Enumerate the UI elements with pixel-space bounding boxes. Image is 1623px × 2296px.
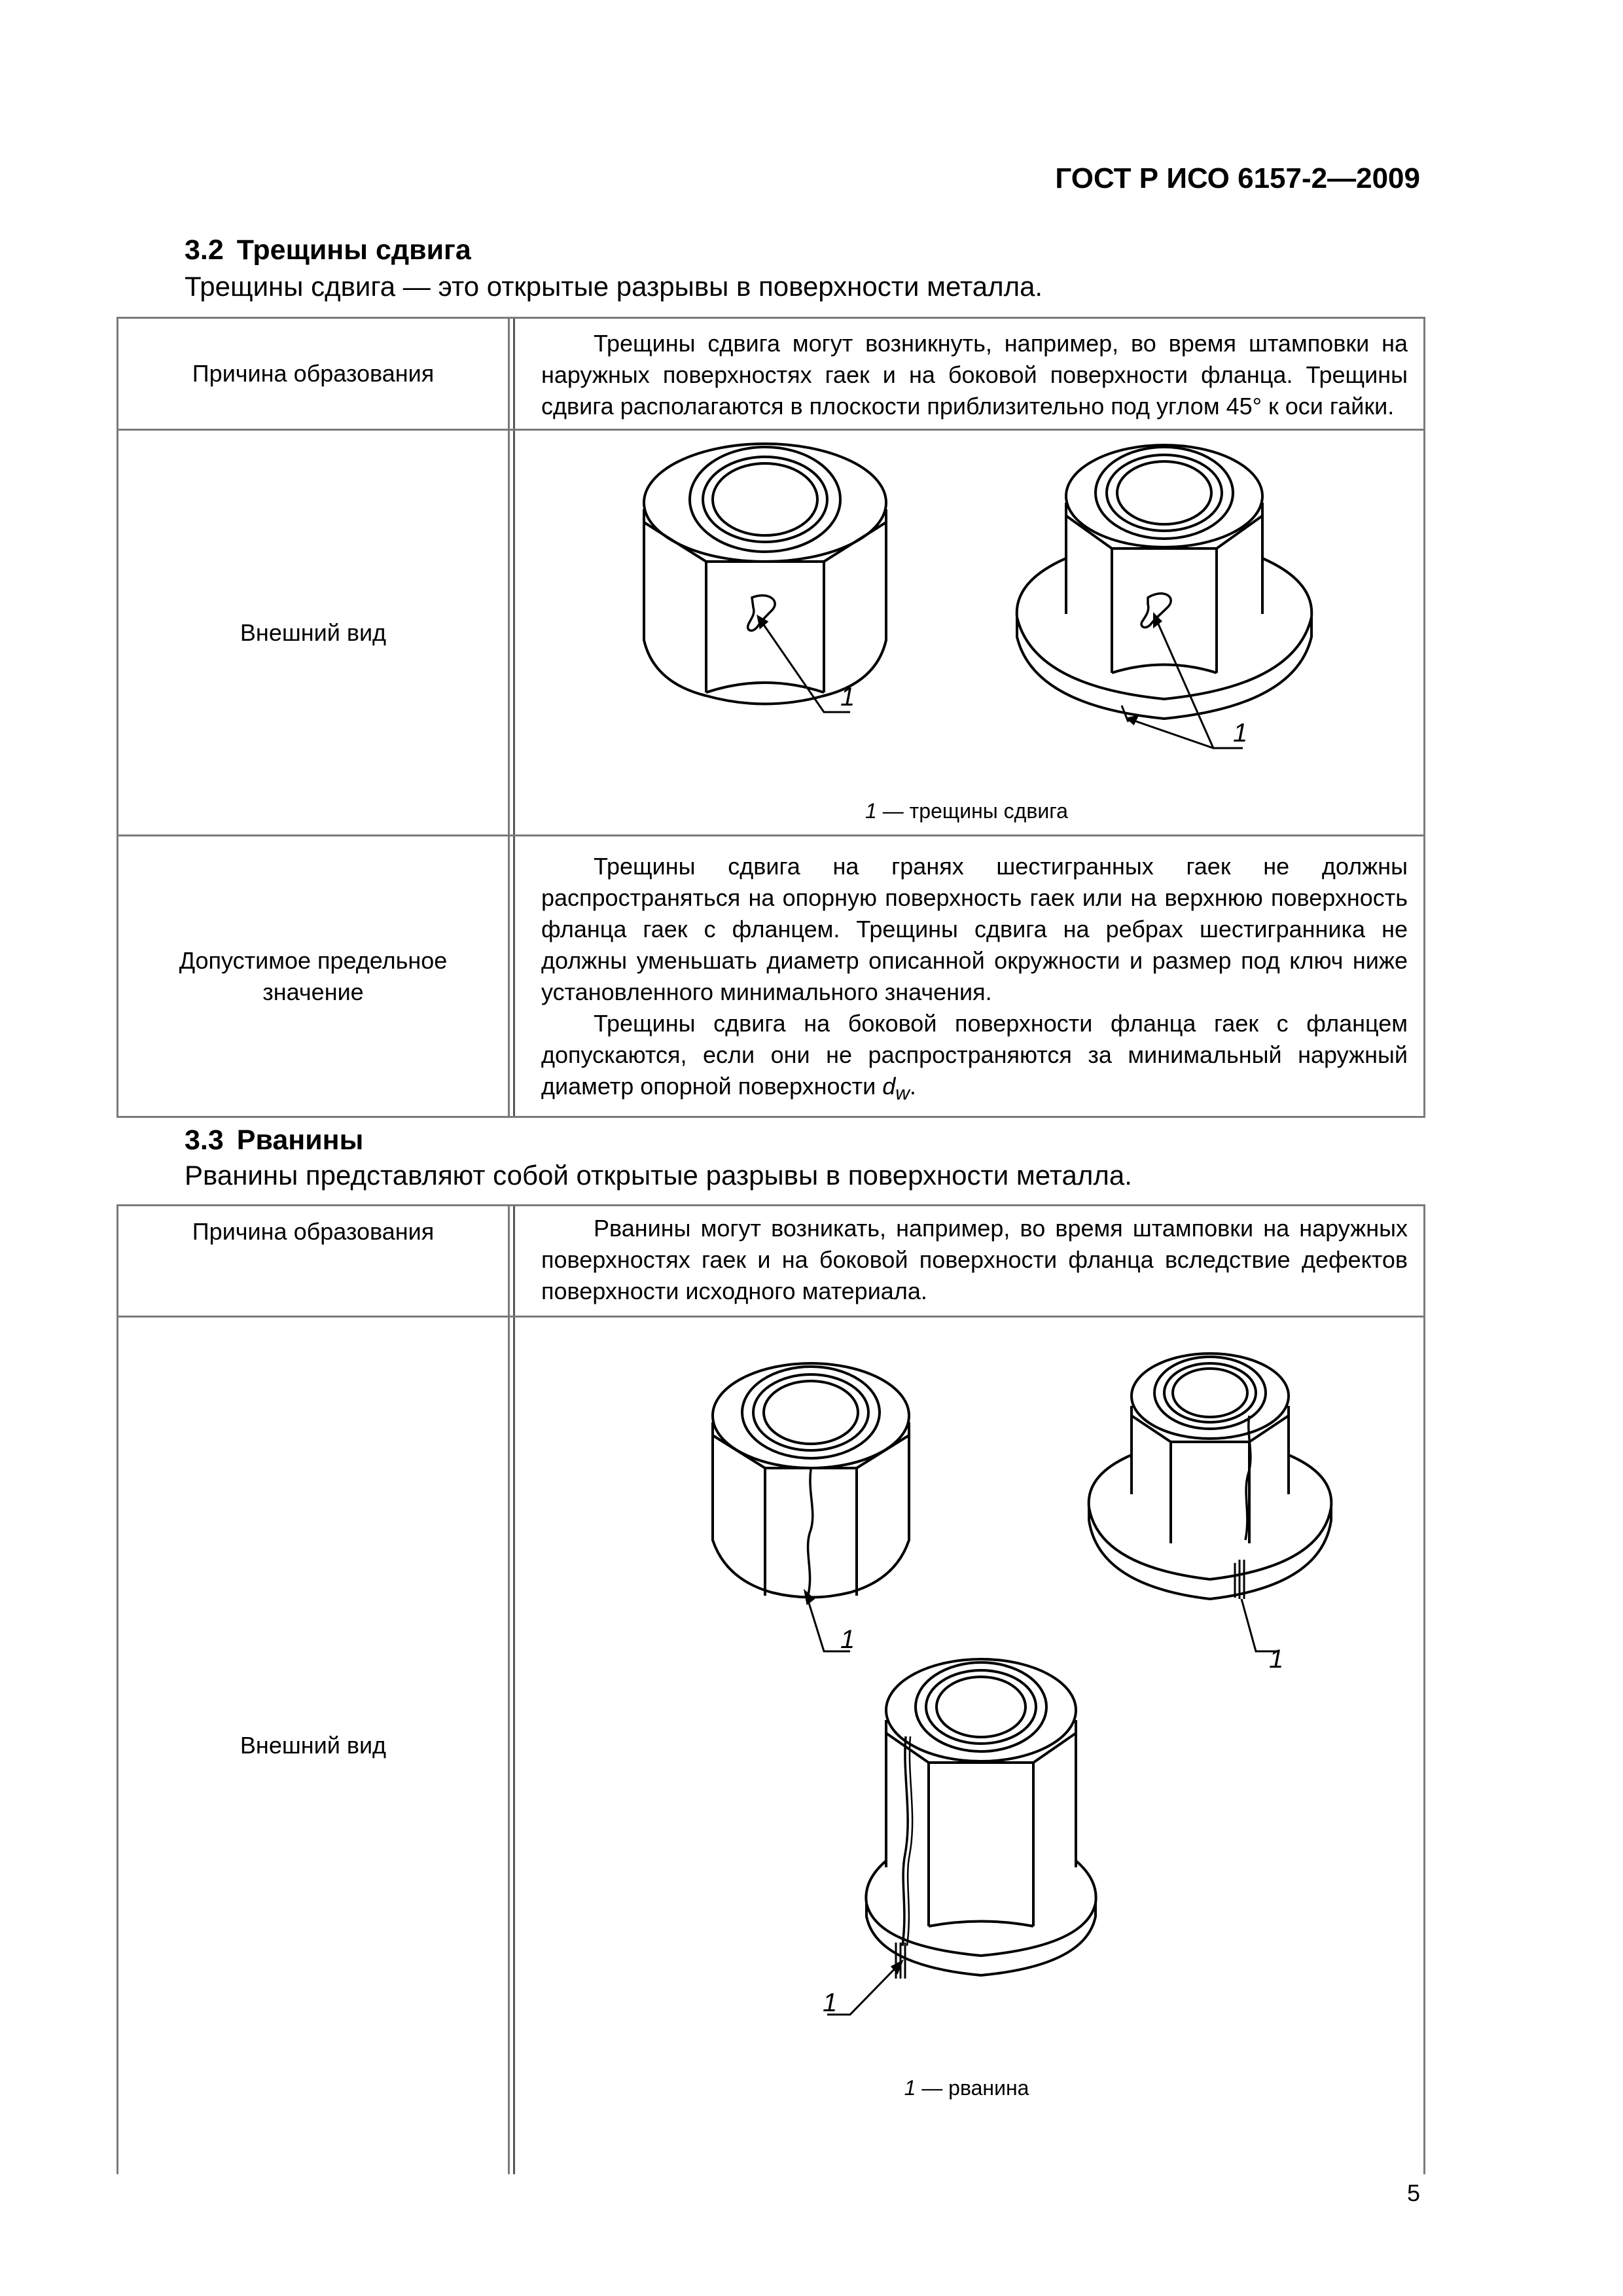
lap-nuts-drawing — [510, 1318, 1426, 2129]
callout-label: 1 — [1233, 719, 1248, 747]
limit-paragraph-2-text: Трещины сдвига на боковой поверхности фланца гаек с фланцем допускаются, если они не распространяются за минимальный наружный диаметр опорной поверхности — [541, 1010, 1408, 1100]
shear-cracks-table — [116, 317, 1425, 1118]
row-content-cell — [509, 1206, 1425, 1317]
callout-label: 1 — [1269, 1645, 1284, 1674]
table-row — [118, 1206, 1425, 1317]
row-label-cell — [118, 836, 509, 1117]
caption-text: — рванина — [916, 2076, 1029, 2100]
section-number: 3.3 — [185, 1124, 224, 1156]
symbol-subscript-w: w — [895, 1083, 910, 1105]
limit-paragraph-2 — [541, 1008, 1408, 1109]
document-code: ГОСТ Р ИСО 6157-2—2009 — [1055, 162, 1420, 194]
cause-text: Трещины сдвига могут возникнуть, например, во время штамповки на наружных поверхностях гаек и на боковой поверхности фланца. Трещины сдвига располагаются в плоскости приблизительно под углом 45° к оси гайки. — [541, 330, 1408, 420]
flanged-nut-drawing — [1089, 1354, 1332, 1651]
cause-text: Рванины могут возникать, например, во время штамповки на наружных поверхностях гаек и на боковой поверхности фланца вследствие дефектов поверхности исходного материала. — [541, 1215, 1408, 1304]
row-label-cell — [118, 1317, 509, 2174]
row-content-cell — [509, 1317, 1425, 2174]
caption-number: 1 — [865, 799, 877, 823]
table-row — [118, 430, 1425, 836]
appearance-label: Внешний вид — [240, 619, 387, 646]
lap-figure — [510, 1318, 1423, 2100]
row-content-cell — [509, 430, 1425, 836]
appearance-label: Внешний вид — [240, 1732, 387, 1759]
row-content-cell — [509, 318, 1425, 430]
table-row — [118, 1317, 1425, 2174]
shear-crack-nuts-drawing — [510, 431, 1426, 797]
cause-label: Причина образования — [192, 1218, 435, 1245]
callout-label: 1 — [823, 1988, 838, 2017]
row-content-cell — [509, 836, 1425, 1117]
row-label-cell — [118, 430, 509, 836]
hex-nut-drawing — [644, 444, 886, 712]
hex-nut-drawing — [713, 1363, 909, 1651]
section-number: 3.2 — [185, 234, 224, 266]
page-number: 5 — [1407, 2179, 1421, 2206]
caption-text: — трещины сдвига — [876, 799, 1068, 823]
callout-label: 1 — [840, 683, 855, 711]
caption-number: 1 — [904, 2076, 916, 2100]
shear-crack-figure — [510, 431, 1423, 823]
table-row — [118, 318, 1425, 430]
table-row — [118, 836, 1425, 1117]
section-3-2-intro: Трещины сдвига — это открытые разрывы в поверхности металла. — [185, 271, 1043, 302]
section-3-3-heading — [185, 1124, 363, 1157]
section-title: Трещины сдвига — [236, 234, 471, 266]
symbol-d: d — [882, 1073, 896, 1100]
limit-paragraph-1: Трещины сдвига на гранях шестигранных гаек не должны распространяться на опорную поверхность гаек или на верхнюю поверхность фланца гаек с фланцем. Трещины сдвига на ребрах шестигранника не должны уменьшать диаметр описанной окружности и размер под ключ ниже установленного минимального значения. — [541, 853, 1408, 1005]
callout-label: 1 — [840, 1625, 855, 1654]
limit-paragraph-2-end: . — [909, 1073, 916, 1100]
section-3-3-intro: Рванины представляют собой открытые разрывы в поверхности металла. — [185, 1160, 1132, 1191]
flanged-nut-drawing — [827, 1659, 1096, 2015]
figure-caption — [510, 799, 1423, 823]
cause-label: Причина образования — [192, 360, 435, 387]
flanged-nut-drawing — [1017, 445, 1312, 748]
row-label-cell — [118, 318, 509, 430]
section-title: Рванины — [236, 1124, 364, 1156]
laps-table — [116, 1204, 1425, 2174]
row-label-cell — [118, 1206, 509, 1317]
limit-label: Допустимое предельное значение — [179, 946, 448, 1005]
section-3-2-heading — [185, 234, 471, 266]
